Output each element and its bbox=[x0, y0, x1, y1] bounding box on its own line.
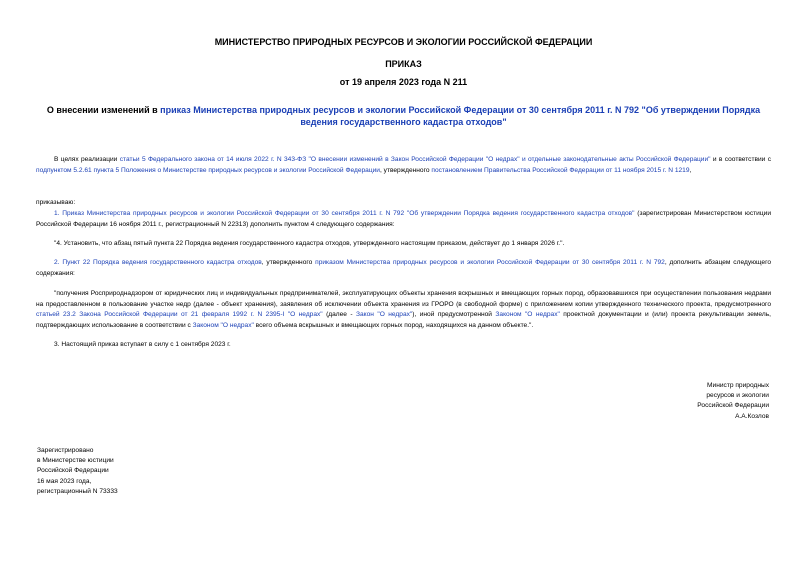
quote-2-text-2: (далее - bbox=[322, 311, 357, 318]
item-3-paragraph: 3. Настоящий приказ вступает в силу с 1 сентября 2023 г. bbox=[54, 341, 231, 348]
registration-line-1: Зарегистрировано bbox=[37, 447, 94, 454]
item-1-paragraph bbox=[36, 209, 771, 230]
preamble-decree-link[interactable]: постановлением Правительства Российской Федерации от 11 ноября 2015 г. N 1219 bbox=[431, 166, 690, 174]
quote-2-law-link-2[interactable]: Законом "О недрах" bbox=[495, 311, 560, 318]
quote-2-article-link[interactable]: статьей 23.2 Закона Российской Федерации от 21 февраля 1992 г. N 2395-I "О недрах" bbox=[36, 311, 323, 318]
quote-1-paragraph: "4. Установить, что абзац пятый пункта 22 Порядка ведения государственного кадастра отходов, утвержденного настоящим приказом, действует до 1 января 2026 г.". bbox=[54, 240, 565, 247]
doc-date-heading: от 19 апреля 2023 года N 211 bbox=[339, 77, 468, 87]
signature-block bbox=[697, 381, 769, 422]
quote-2-text-5: всего объема вскрышных и вмещающих горных пород, находящихся на данном объекте.". bbox=[253, 321, 534, 329]
item-2-text-2: , дополнить абзацем следующего содержания: bbox=[36, 259, 772, 277]
quote-2-text-3: ), иной предусмотренной bbox=[412, 311, 496, 318]
item-1-order-link[interactable]: 1. Приказ Министерства природных ресурсов и экологии Российской Федерации от 30 сентября 2011 г. N 792 "Об утверждении Порядка ведения государственного кадастра отходов" bbox=[54, 210, 635, 217]
registration-block bbox=[37, 446, 118, 497]
registration-line-4: 16 мая 2023 года, bbox=[37, 477, 92, 485]
quote-2-paragraph bbox=[36, 289, 771, 331]
item-2-order-link[interactable]: приказом Министерства природных ресурсов и экологии Российской Федерации от 30 сентября 2011 г. N 792 bbox=[315, 259, 665, 266]
signature-line-3: Российской Федерации bbox=[697, 402, 769, 410]
quote-2-law-link-1[interactable]: Закон "О недрах" bbox=[356, 311, 413, 318]
item-2-paragraph bbox=[36, 258, 771, 279]
registration-line-5: регистрационный N 73333 bbox=[37, 487, 118, 495]
preamble-paragraph bbox=[36, 155, 771, 176]
item-2-text-1: , утвержденного bbox=[261, 259, 316, 266]
title-amended-order-link[interactable]: приказ Министерства природных ресурсов и экологии Российской Федерации от 30 сентября 2011 г. N 792 "Об утверждении Порядка ведения государственного кадастра отходов" bbox=[160, 105, 761, 127]
quote-2-text-1: "получения Росприроднадзором от юридических лиц и индивидуальных предпринимателей, эксплуатирующих объекты хранения вскрышных и вмещающих горных пород, образовавшихся при осуществлении пользования недрами на предоставленном в пользование участке недр (далее - объект хранения), заявления об исключении объекта хранения из ГРОРО (в свободной форме) с приложением копии утвержденного технического проекта, предусмотренного bbox=[36, 290, 771, 308]
item-2-procedure-link[interactable]: 2. Пункт 22 Порядка ведения государственного кадастра отходов bbox=[54, 259, 262, 266]
preamble-text-3: , утвержденного bbox=[379, 166, 432, 174]
preamble-text-1: В целях реализации bbox=[54, 156, 120, 163]
registration-line-2: в Министерстве юстиции bbox=[37, 457, 114, 465]
registration-line-3: Российской Федерации bbox=[37, 467, 109, 475]
preamble-regulation-link[interactable]: подпунктом 5.2.61 пункта 5 Положения о Министерстве природных ресурсов и экологии Российской Федерации bbox=[36, 166, 380, 174]
order-word: приказываю: bbox=[36, 199, 76, 206]
title-prefix: О внесении изменений в bbox=[46, 105, 161, 115]
signature-line-2: ресурсов и экологии bbox=[706, 392, 769, 400]
preamble-law-link[interactable]: статьи 5 Федерального закона от 14 июля 2022 г. N 343-ФЗ "О внесении изменений в Закон Российской Федерации "О недрах" и отдельные законодательные акты Российской Федерации" bbox=[119, 156, 711, 163]
preamble-text-4: , bbox=[689, 166, 692, 174]
preamble-text-2: и в соответствии с bbox=[710, 156, 772, 163]
document-title bbox=[40, 104, 767, 128]
quote-2-text-4: проектной документации и (или) проекта рекультивации земель, подтверждающих использование в соответствии с bbox=[36, 311, 771, 329]
item-1-text: (зарегистрирован Министерством юстиции Российской Федерации 16 ноября 2011 г., регистрационный N 22313) дополнить пунктом 4 следующего содержания: bbox=[36, 210, 772, 228]
signature-line-1: Министр природных bbox=[707, 382, 769, 389]
signature-name: А.А.Козлов bbox=[735, 412, 769, 420]
quote-2-law-link-3[interactable]: Законом "О недрах" bbox=[192, 321, 254, 329]
ministry-heading: МИНИСТЕРСТВО ПРИРОДНЫХ РЕСУРСОВ И ЭКОЛОГИИ РОССИЙСКОЙ ФЕДЕРАЦИИ bbox=[214, 37, 593, 47]
doc-type-heading: ПРИКАЗ bbox=[385, 59, 422, 69]
